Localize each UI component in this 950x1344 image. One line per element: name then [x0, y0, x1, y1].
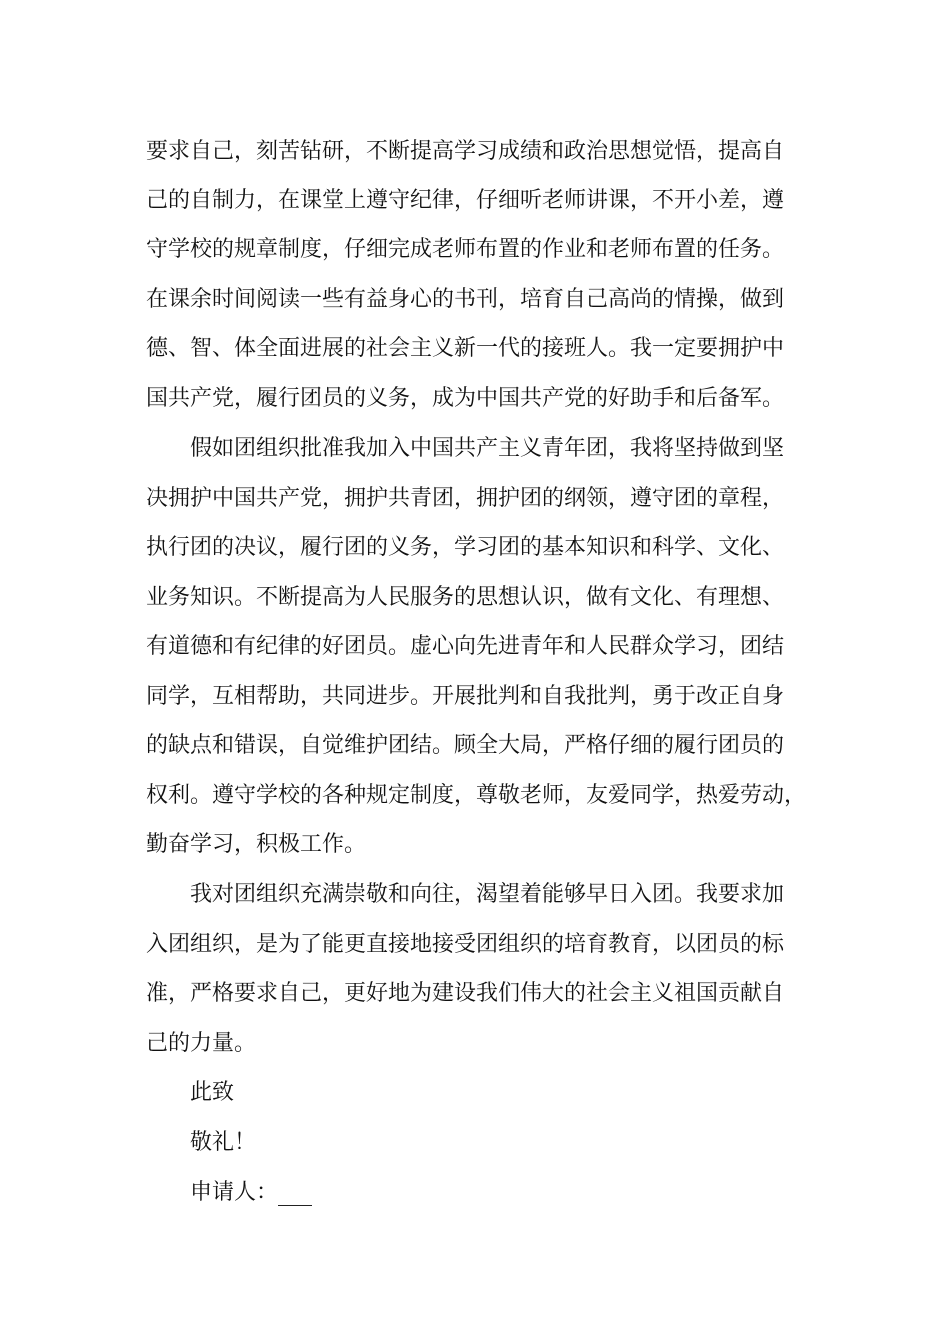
signature-line — [190, 1178, 312, 1208]
body-line: 入团组织，是为了能更直接地接受团组织的培育教育，以团员的标 — [146, 932, 785, 957]
body-line: 国共产党，履行团员的义务，成为中国共产党的好助手和后备军。 — [146, 386, 785, 411]
signature-blank — [278, 1178, 312, 1208]
body-line: 的缺点和错误，自觉维护团结。顾全大局，严格仔细的履行团员的 — [146, 733, 785, 758]
body-line: 准，严格要求自己，更好地为建设我们伟大的社会主义祖国贡献自 — [146, 981, 785, 1006]
paragraph-first-line: 假如团组织批准我加入中国共产主义青年团，我将坚持做到坚 — [190, 436, 785, 461]
body-line: 决拥护中国共产党，拥护共青团，拥护团的纲领，遵守团的章程， — [146, 486, 785, 511]
closing-text: 此致 — [190, 1080, 235, 1105]
body-line: 同学，互相帮助，共同进步。开展批判和自我批判，勇于改正自身 — [146, 684, 785, 709]
body-line: 权利。遵守学校的各种规定制度，尊敬老师，友爱同学，热爱劳动， — [146, 783, 807, 808]
body-line: 己的力量。 — [146, 1031, 257, 1056]
body-line: 要求自己，刻苦钻研，不断提高学习成绩和政治思想觉悟，提高自 — [146, 139, 785, 164]
body-line: 执行团的决议，履行团的义务，学习团的基本知识和科学、文化、 — [146, 535, 785, 560]
body-line: 有道德和有纪律的好团员。虚心向先进青年和人民群众学习，团结 — [146, 634, 785, 659]
body-line: 守学校的规章制度，仔细完成老师布置的作业和老师布置的任务。 — [146, 237, 785, 262]
body-line: 业务知识。不断提高为人民服务的思想认识，做有文化、有理想、 — [146, 585, 785, 610]
salutation-text: 敬礼！ — [190, 1130, 257, 1155]
body-line: 己的自制力，在课堂上遵守纪律，仔细听老师讲课，不开小差，遵 — [146, 188, 785, 213]
signature-label: 申请人： — [190, 1180, 279, 1205]
body-line: 德、智、体全面进展的社会主义新一代的接班人。我一定要拥护中 — [146, 336, 785, 361]
body-line: 在课余时间阅读一些有益身心的书刊，培育自己高尚的情操，做到 — [146, 287, 785, 312]
body-line: 勤奋学习，积极工作。 — [146, 832, 367, 857]
paragraph-first-line: 我对团组织充满崇敬和向往，渴望着能够早日入团。我要求加 — [190, 882, 785, 907]
